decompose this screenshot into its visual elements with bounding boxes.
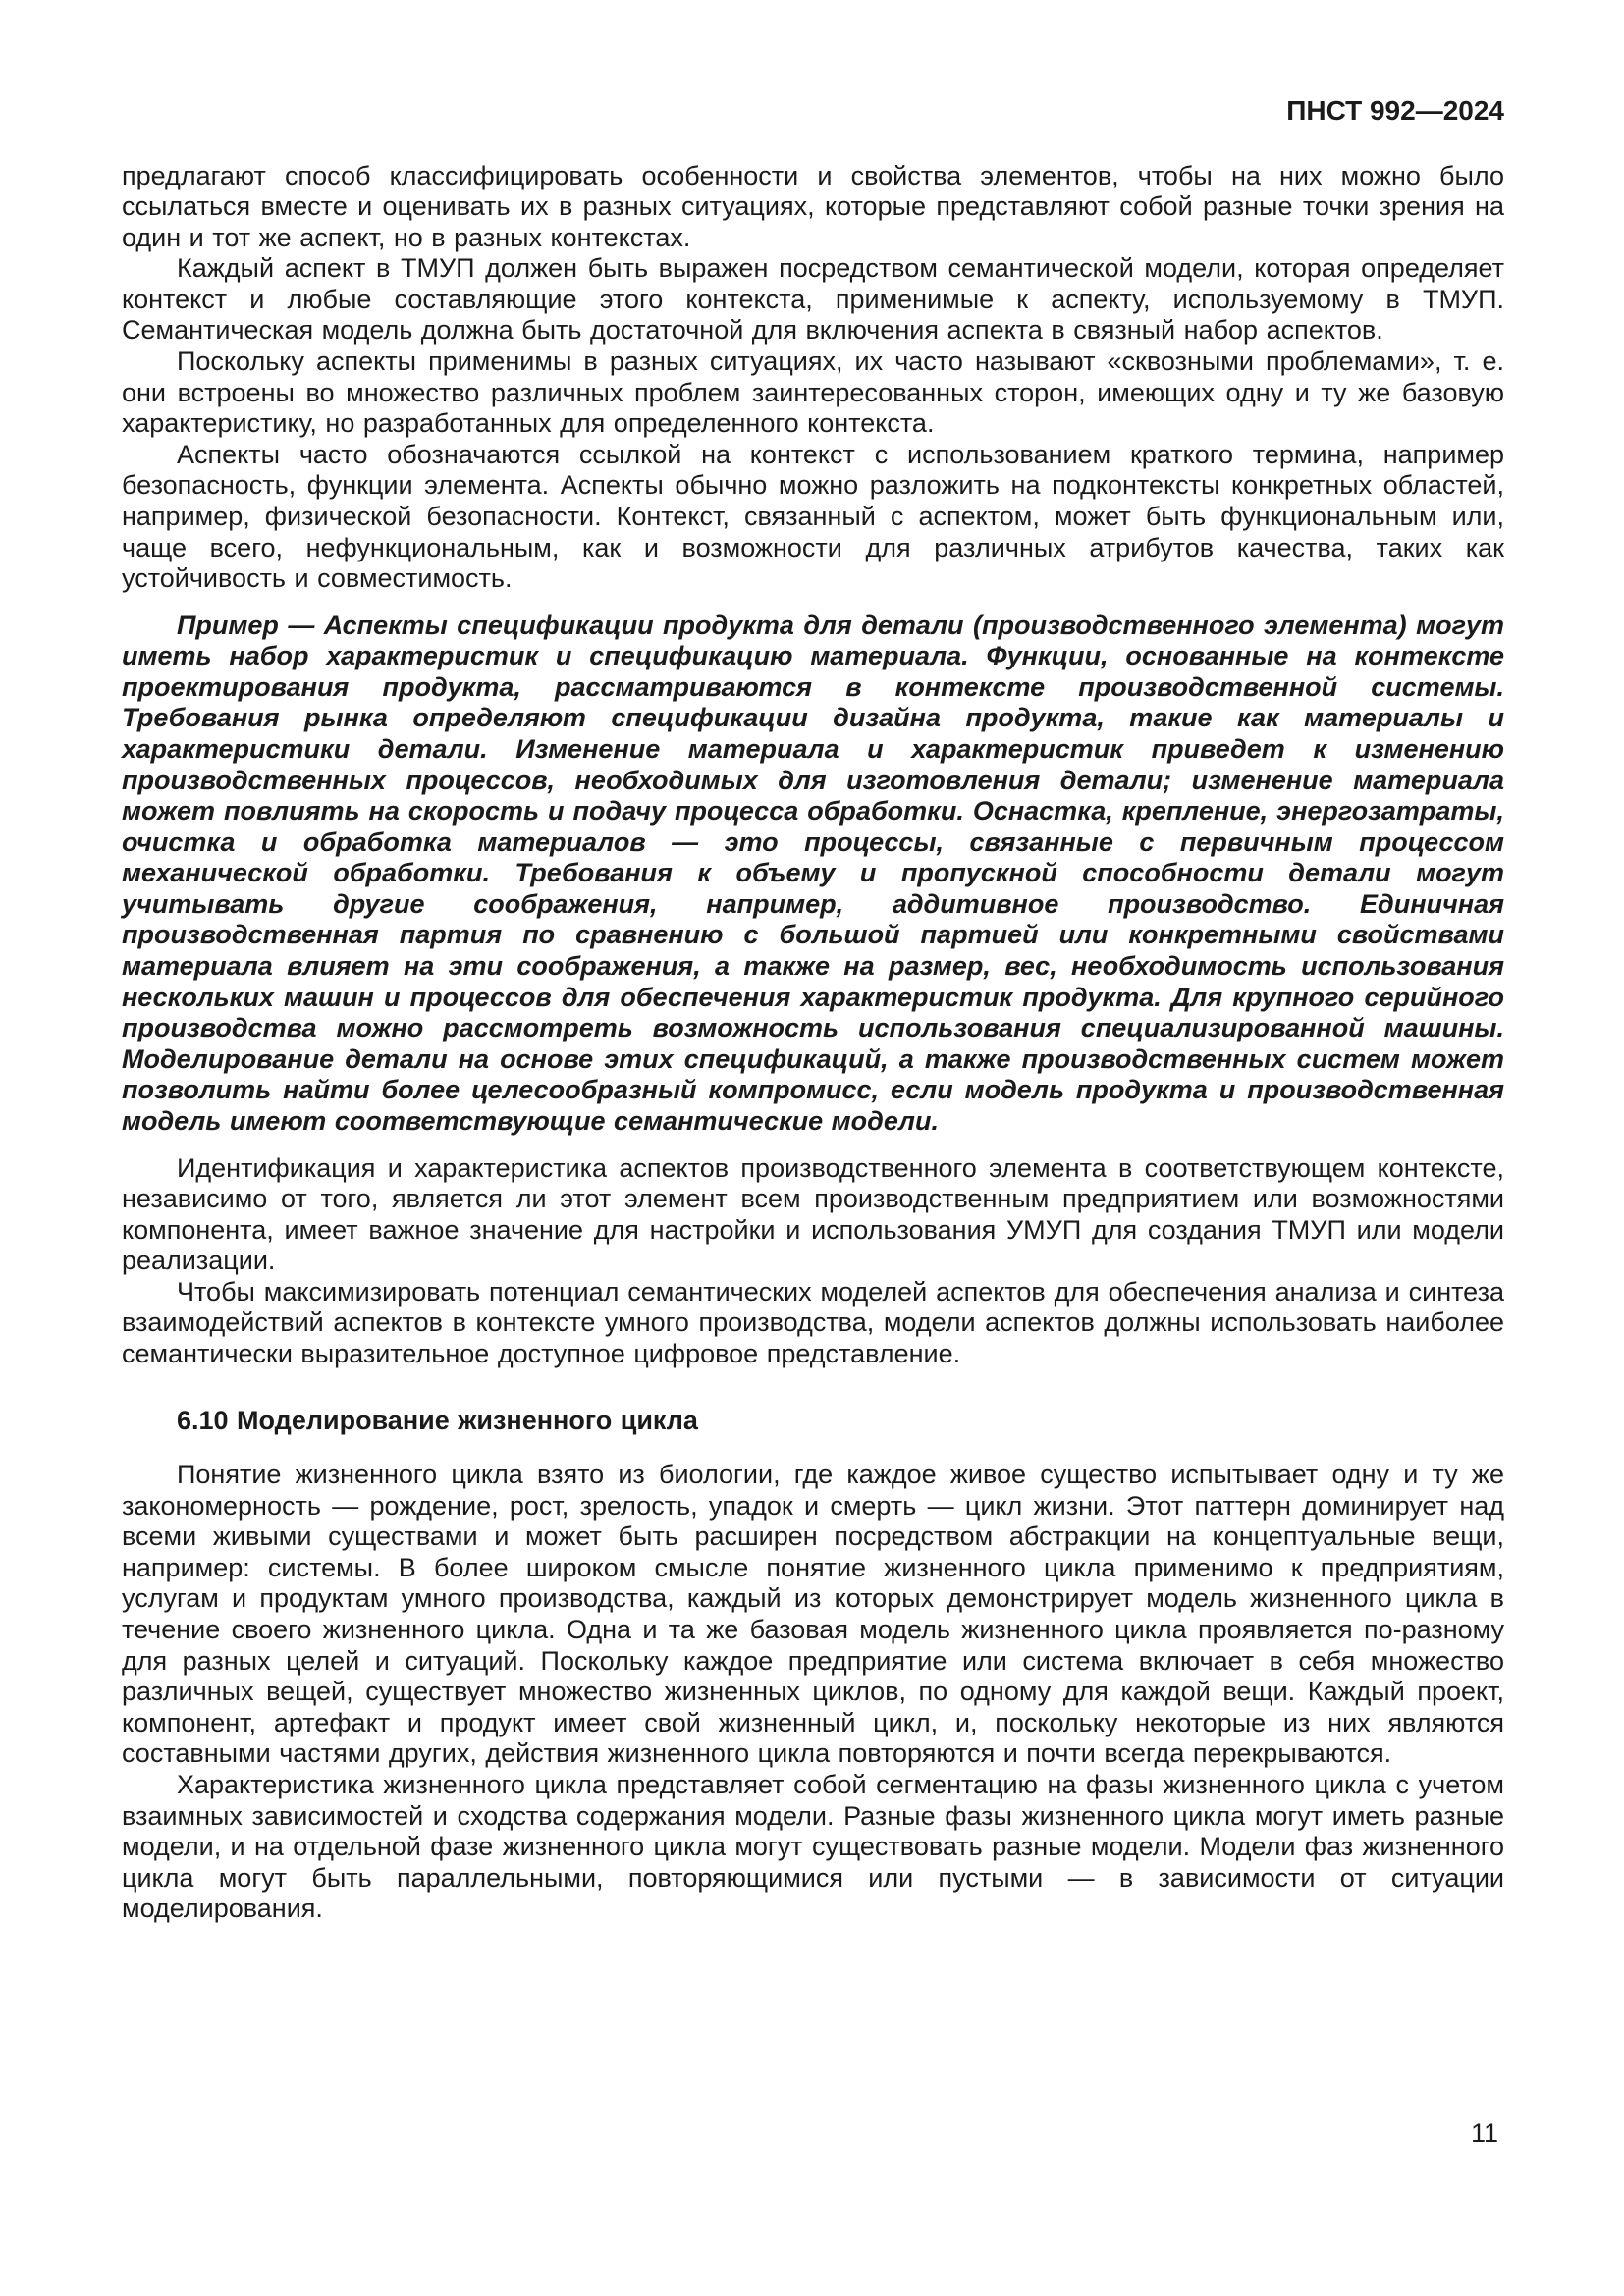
paragraph: Чтобы максимизировать потенциал семантических моделей аспектов для обеспечения анализа и синтеза взаимодействий аспектов в контексте умного производства, модели аспектов должны использовать наиболее семантически выразительное доступное цифровое представление.: [122, 1276, 1504, 1368]
paragraph: Каждый аспект в ТМУП должен быть выражен посредством семантической модели, которая определяет контекст и любые составляющие этого контекста, применимые к аспекту, используемому в ТМУП. Семантическая модель должна быть достаточной для включения аспекта в связный набор аспектов.: [122, 253, 1504, 346]
paragraph: Понятие жизненного цикла взято из биологии, где каждое живое существо испытывает одну и ту же закономерность — рождение, рост, зрелость, упадок и смерть — цикл жизни. Этот паттерн доминирует над всеми живыми существами и может быть расширен посредством абстракции на концептуальные вещи, например: системы. В более широком смысле понятие жизненного цикла применимо к предприятиям, услугам и продуктам умного производства, каждый из которых демонстрирует модель жизненного цикла в течение своего жизненного цикла. Одна и та же базовая модель жизненного цикла проявляется по-разному для разных целей и ситуаций. Поскольку каждое предприятие или система включает в себя множество различных вещей, существует множество жизненных циклов, по одному для каждой вещи. Каждый проект, компонент, артефакт и продукт имеет свой жизненный цикл, и, поскольку некоторые из них являются составными частями других, действия жизненного цикла повторяются и почти всегда перекрываются.: [122, 1460, 1504, 1769]
paragraph: Аспекты часто обозначаются ссылкой на контекст с использованием краткого термина, например безопасность, функции элемента. Аспекты обычно можно разложить на подконтексты конкретных областей, например, физической безопасности. Контекст, связанный с аспектом, может быть функциональным или, чаще всего, нефункциональным, как и возможности для различных атрибутов качества, таких как устойчивость и совместимость.: [122, 439, 1504, 594]
document-header-code: ПНСТ 992—2024: [1286, 95, 1504, 126]
paragraph: Характеристика жизненного цикла представляет собой сегментацию на фазы жизненного цикла с учетом взаимных зависимостей и сходства содержания модели. Разные фазы жизненного цикла могут иметь разные модели, и на отдельной фазе жизненного цикла могут существовать разные модели. Модели фаз жизненного цикла могут быть параллельными, повторяющимися или пустыми — в зависимости от ситуации моделирования.: [122, 1769, 1504, 1924]
paragraph: Идентификация и характеристика аспектов производственного элемента в соответствующем контексте, независимо от того, является ли этот элемент всем производственным предприятием или возможностями компонента, имеет важное значение для настройки и использования УМУП для создания ТМУП или модели реализации.: [122, 1152, 1504, 1276]
paragraph: Поскольку аспекты применимы в разных ситуациях, их часто называют «сквозными проблемами», т. е. они встроены во множество различных проблем заинтересованных сторон, имеющих одну и ту же базовую характеристику, но разработанных для определенного контекста.: [122, 347, 1504, 439]
paragraph: предлагают способ классифицировать особенности и свойства элементов, чтобы на них можно было ссылаться вместе и оценивать их в разных ситуациях, которые представляют собой разные точки зрения на один и тот же аспект, но в разных контекстах.: [122, 160, 1504, 252]
page-number: 11: [1470, 2118, 1498, 2148]
document-body: [122, 161, 1504, 1925]
section-heading: 6.10 Моделирование жизненного цикла: [177, 1405, 698, 1435]
example-block: Пример — Аспекты спецификации продукта для детали (производственного элемента) могут иметь набор характеристик и спецификацию материала. Функции, основанные на контексте проектирования продукта, рассматриваются в контексте производственной системы. Требования рынка определяют спецификации дизайна продукта, такие как материалы и характеристики детали. Изменение материала и характеристик приведет к изменению производственных процессов, необходимых для изготовления детали; изменение материала может повлиять на скорость и подачу процесса обработки. Оснастка, крепление, энергозатраты, очистка и обработка материалов — это процессы, связанные с первичным процессом механической обработки. Требования к объему и пропускной способности детали могут учитывать другие соображения, например, аддитивное производство. Единичная производственная партия по сравнению с большой партией или конкретными свойствами материала влияет на эти соображения, а также на размер, вес, необходимость использования нескольких машин и процессов для обеспечения характеристик продукта. Для крупного серийного производства можно рассмотреть возможность использования специализированной машины. Моделирование детали на основе этих спецификаций, а также производственных систем может позволить найти более целесообразный компромисс, если модель продукта и производственная модель имеют соответствующие семантические модели.: [122, 610, 1504, 1136]
